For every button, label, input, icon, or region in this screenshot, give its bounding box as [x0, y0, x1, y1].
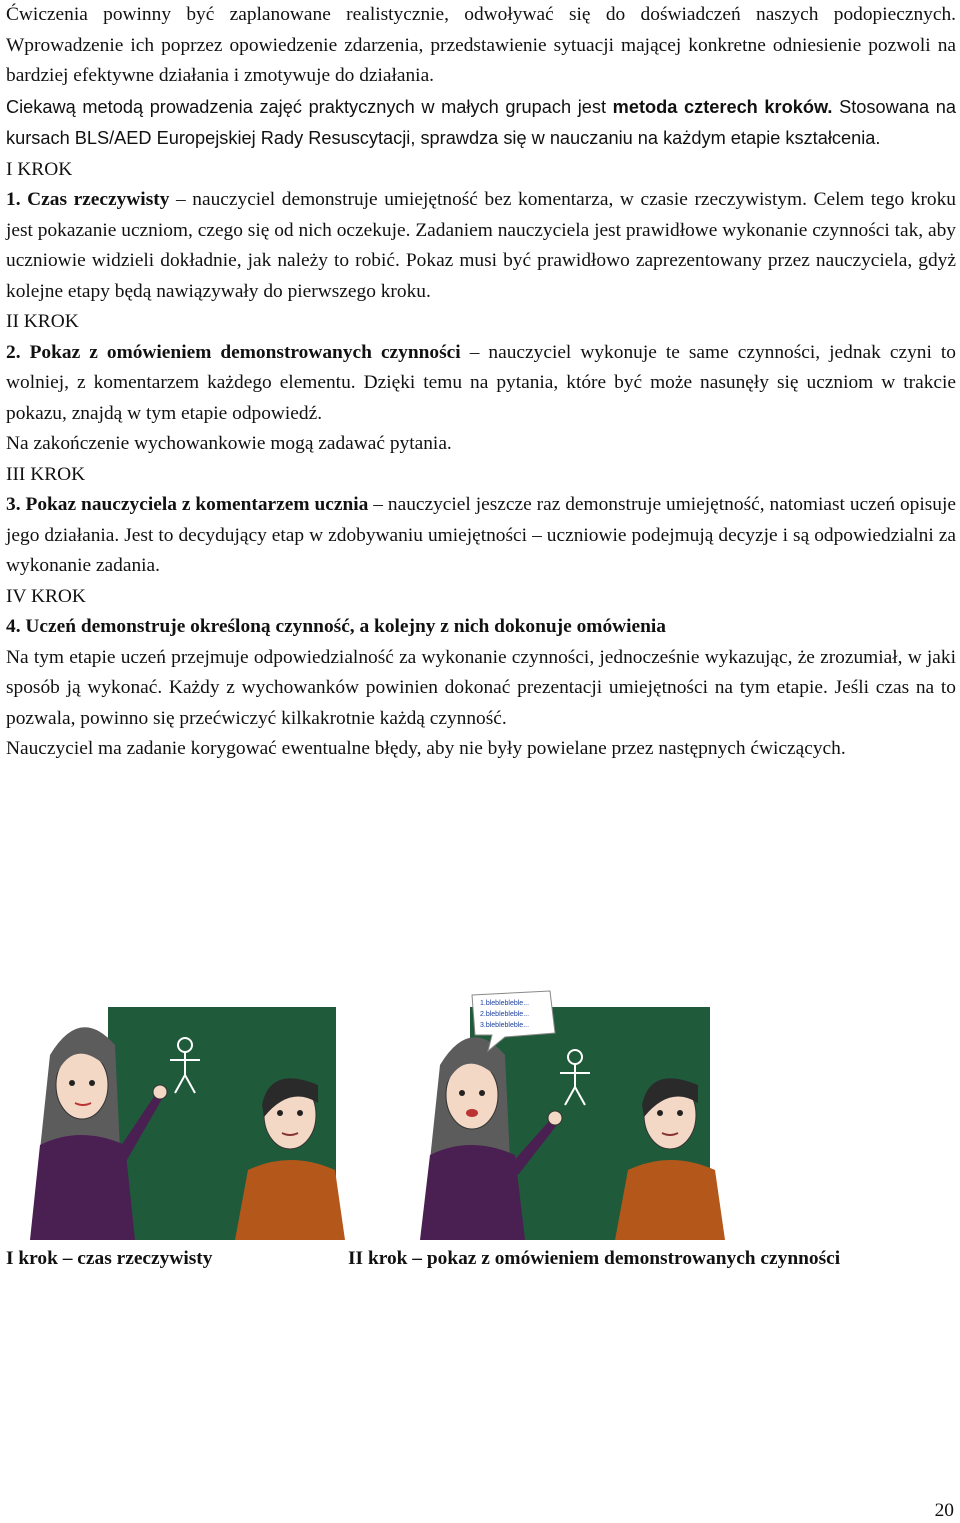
step-text: – nauczyciel jeszcze raz demonstruje umiejętność, natomiast uczeń opisuje jego działania. Jest to decydujący etap w zdobywaniu umiejętności – uczniowie podejmują decyzje i są odpowiedzialni za wykonanie zadania.: [6, 494, 956, 576]
step-title: 1. Czas rzeczywisty: [6, 189, 170, 210]
step-text: – nauczyciel wykonuje te same czynności, jednak czyni to wolniej, z komentarzem każdego elementu. Dzięki temu na pytania, które być może nasunęły się uczniom w trakcie pokazu, znajdą w tym etapie odpowiedź.: [6, 341, 956, 424]
teacher-explaining-drawing: [400, 985, 760, 1240]
caption-step-two: II krok – pokaz z omówieniem demonstrowanych czynności: [348, 1248, 841, 1269]
caption-step-one: I krok – czas rzeczywisty: [6, 1248, 213, 1269]
step-heading: III KROK: [6, 463, 86, 485]
step-text: – nauczyciel demonstruje umiejętność bez komentarza, w czasie rzeczywistym. Celem tego kroku jest pokazanie uczniom, czego się od nich oczekuje. Zadaniem nauczyciela jest prawidłowe wykonanie czynności tak, aby uczniowie widzieli dokładnie, jak należy to robić. Pokaz musi być prawidłowo zaprezentowany przez nauczyciela, gdyż kolejne etapy będą nawiązywały do pierwszego kroku.: [6, 189, 956, 302]
step-paragraph: Na tym etapie uczeń przejmuje odpowiedzialność za wykonanie czynności, jednocześnie wykazując, że zrozumiał, w jaki sposób ją wykonać. Każdy z wychowanków powinien dokonać prezentacji umiejętności na tym etapie. Jeśli czas na to pozwala, powinno się przećwiczyć kilkakrotnie każdą czynność.: [6, 646, 956, 729]
step-title: 2. Pokaz z omówieniem demonstrowanych czynności: [6, 341, 461, 363]
page-number: 20: [934, 1500, 954, 1521]
step-title: 4. Uczeń demonstruje określoną czynność, a kolejny z nich dokonuje omówienia: [6, 616, 667, 637]
bubble-line: 1.bleblebleble...: [480, 1000, 530, 1007]
step-extra-paragraph: Na zakończenie wychowankowie mogą zadawać pytania.: [6, 433, 452, 454]
illustration-step-two: [400, 985, 760, 1240]
document-body: [6, 0, 956, 765]
method-text: Ciekawą metodą prowadzenia zajęć praktycznych w małych grupach jest: [6, 96, 613, 117]
step-title: 3. Pokaz nauczyciela z komentarzem ucznia: [6, 494, 369, 515]
bubble-line: 3.bleblebleble...: [480, 1022, 530, 1029]
teacher-student-drawing: [20, 985, 370, 1240]
step-paragraph: [6, 185, 956, 307]
step-heading: II KROK: [6, 311, 79, 332]
step-heading: I KROK: [6, 158, 73, 180]
step-extra-paragraph: Nauczyciel ma zadanie korygować ewentualne błędy, aby nie były powielane przez następnych ćwiczących.: [6, 738, 846, 759]
illustration-step-one: [20, 985, 370, 1240]
step-heading: IV KROK: [6, 585, 86, 607]
step-paragraph: [6, 338, 956, 430]
method-rest: Stosowana na kursach BLS/AED Europejskiej Rady Resuscytacji, sprawdza się w nauczaniu na każdym etapie kształcenia.: [6, 96, 956, 148]
step-paragraph: [6, 490, 956, 582]
method-name: metoda czterech kroków.: [612, 96, 833, 117]
intro-paragraph: Ćwiczenia powinny być zaplanowane realistycznie, odwoływać się do doświadczeń naszych podopiecznych. Wprowadzenie ich poprzez opowiedzenie zdarzenia, przedstawienie sytuacji mającej konkretne odniesienie pozwoli na bardziej efektywne działania i zmotywuje do działania.: [6, 4, 956, 86]
method-paragraph: [6, 92, 956, 155]
bubble-line: 2.bleblebleble...: [480, 1011, 530, 1018]
